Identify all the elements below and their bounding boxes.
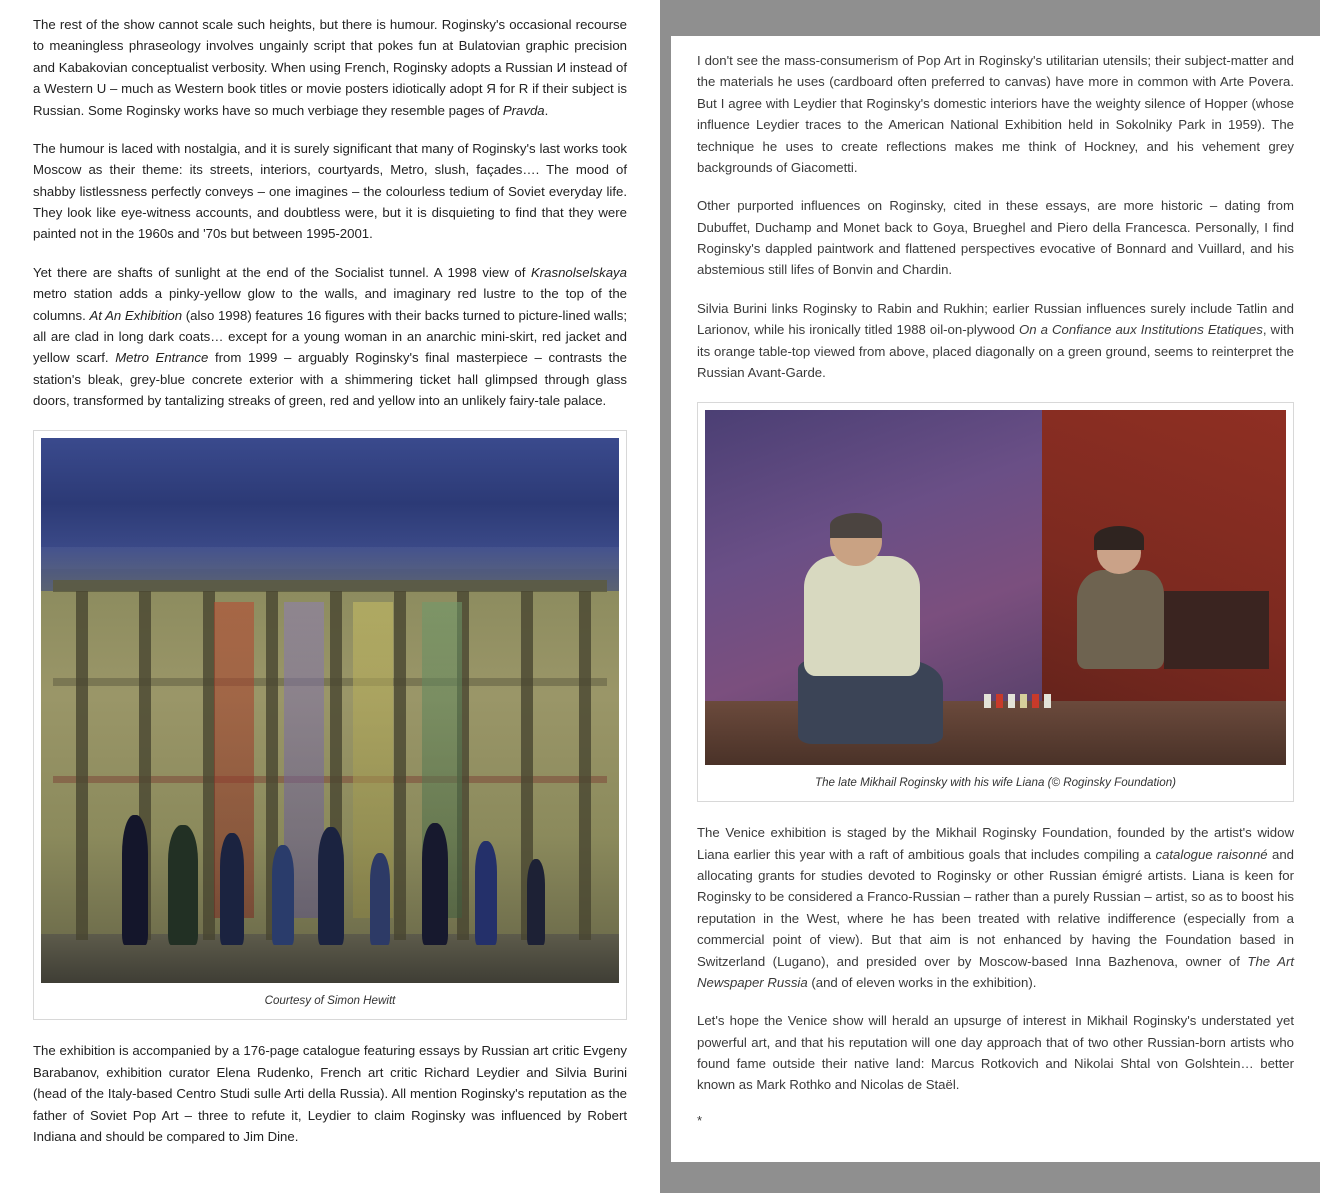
photo-bottle <box>1044 694 1051 708</box>
right-pane-background <box>660 0 1320 1193</box>
painting-figure <box>475 841 497 945</box>
painting-column <box>203 591 215 940</box>
painting-figure <box>122 815 148 945</box>
paragraph: The rest of the show cannot scale such heights, but there is humour. Roginsky's occasional recourse to meaningless phraseology involves ungainly script that pokes fun at Bulatovian graphic precision and Kabakovian conceptualist verbosity. When using French, Roginsky adopts a Russian И instead of a Western U – much as Western book titles or movie posters idiotically adopt Я for R if their subject is Russian. Some Roginsky works have so much verbiage they resemble pages of Pravda. <box>33 17 627 118</box>
photo-bottle-group <box>984 673 1100 709</box>
photo-woman-body <box>1077 570 1164 669</box>
photo-bottle <box>1008 694 1015 708</box>
paragraph: The exhibition is accompanied by a 176-page catalogue featuring essays by Russian art critic Evgeny Barabanov, exhibition curator Elena Rudenko, French art critic Richard Leydier and Silvia Burini (head of the Italy-based Centro Studi sulle Arti della Russia). All mention Roginsky's reputation as the father of Soviet Pop Art – three to refute it, Leydier to claim Roginsky was influenced by Robert Indiana and should be compared to Jim Dine. <box>33 1043 627 1144</box>
painting-column <box>579 591 591 940</box>
paragraph: Yet there are shafts of sunlight at the end of the Socialist tunnel. A 1998 view of Krasnolselskaya metro station adds a pinky-yellow glow to the walls, and imaginary red lustre to the top of the columns. At An Exhibition (also 1998) features 16 figures with their backs turned to picture-lined walls; all are clad in long dark coats… except for a young woman in an anarchic mini-skirt, red jacket and yellow scarf. Metro Entrance from 1999 – arguably Roginsky's final masterpiece – contrasts the station's bleak, grey-blue concrete exterior with a shimmering ticket hall glimpsed through glass doors, transformed by tantalizing streaks of green, red and yellow into an unlikely fairy-tale palace. <box>33 264 628 408</box>
figure-caption: The late Mikhail Roginsky with his wife Liana (© Roginsky Foundation) <box>814 776 1177 790</box>
figure-roginsky-photo <box>697 402 1294 802</box>
figure-caption: Courtesy of Simon Hewitt <box>264 994 396 1008</box>
painting-figure <box>220 833 244 945</box>
photo-bottle <box>996 694 1003 708</box>
paragraph: Let's hope the Venice show will herald an upsurge of interest in Mikhail Roginsky's understated yet powerful art, and that his reputation will one day approach that of two other Russian-born artists who found fame outside their native land: Marcus Rotkovich and Nikolai Shtal von Golshtein… better known as Mark Rothko and Nicolas de Staël. <box>697 1013 1294 1093</box>
figure-metro-entrance-painting <box>33 430 627 1020</box>
photo-bottle <box>1032 694 1039 708</box>
roginsky-and-liana-photo <box>705 410 1286 765</box>
metro-entrance-painting <box>41 438 619 983</box>
painting-figure <box>527 859 545 945</box>
footnote-marker: * <box>697 1112 703 1128</box>
paragraph: The humour is laced with nostalgia, and it is surely significant that many of Roginsky's last works took Moscow as their theme: its streets, interiors, courtyards, Metro, slush, façades…. The mood of shabby listlessness perfectly conveys – one imagines – the colourless tedium of Soviet everyday life. They look like eye-witness accounts, and doubtless were, but it is disquieting to find that they were painted not in the 1960s and '70s but between 1995-2001. <box>33 140 627 242</box>
photo-table <box>1164 591 1269 669</box>
painting-figure <box>168 825 198 945</box>
right-text-column <box>671 36 1320 1162</box>
photo-woman-hair <box>1094 526 1143 551</box>
paragraph: The Venice exhibition is staged by the Mikhail Roginsky Foundation, founded by the artist's widow Liana earlier this year with a raft of ambitious goals that includes compiling a catalogue raisonné and allocating grants for studies devoted to Roginsky or other Russian émigré artists. Liana is keen for Roginsky to be considered a Franco-Russian – rather than a purely Russian – artist, so as to boost his reputation in the West, where he has been treated with relative indifference (especially from a commercial point of view). But that aim is not enhanced by having the Foundation based in Switzerland (Lugano), and presided over by Moscow-based Inna Bazhenova, owner of The Art Newspaper Russia (and of eleven works in the exhibition). <box>697 825 1295 990</box>
paragraph: Other purported influences on Roginsky, cited in these essays, are more historic – dating from Dubuffet, Duchamp and Monet back to Goya, Brueghel and Piero della Francesca. Personally, I find Roginsky's dappled paintwork and flattened perspectives evocative of Bonnard and Vuillard, and his abstemious still lifes of Bonvin and Chardin. <box>697 198 1294 278</box>
photo-man-body <box>804 556 920 677</box>
paragraph: I don't see the mass-consumerism of Pop Art in Roginsky's utilitarian utensils; their subject-matter and the materials he uses (cardboard often preferred to canvas) have more in common with Arte Povera. But I agree with Leydier that Roginsky's domestic interiors have the weighty silence of Hopper (whose influence Leydier traces to the American National Exhibition held in Sokolniky Park in 1959). The technique he uses to create reflections makes me think of Hockney, and his vehement grey backgrounds of Giacometti. <box>697 53 1294 175</box>
painting-figure <box>318 827 344 945</box>
photo-bottle <box>1020 694 1027 708</box>
photo-man-hair <box>830 513 882 538</box>
photo-floor <box>705 701 1286 765</box>
painting-figure <box>272 845 294 945</box>
painting-figure <box>422 823 448 945</box>
painting-figure <box>370 853 390 945</box>
photo-bottle <box>984 694 991 708</box>
painting-column <box>76 591 88 940</box>
paragraph: Silvia Burini links Roginsky to Rabin and Rukhin; earlier Russian influences surely include Tatlin and Larionov, while his ironically titled 1988 oil-on-plywood On a Confiance aux Institutions Etatiques, with its orange table-top viewed from above, placed diagonally on a green ground, seems to reinterpret the Russian Avant-Garde. <box>697 300 1295 380</box>
painting-column <box>394 591 406 940</box>
